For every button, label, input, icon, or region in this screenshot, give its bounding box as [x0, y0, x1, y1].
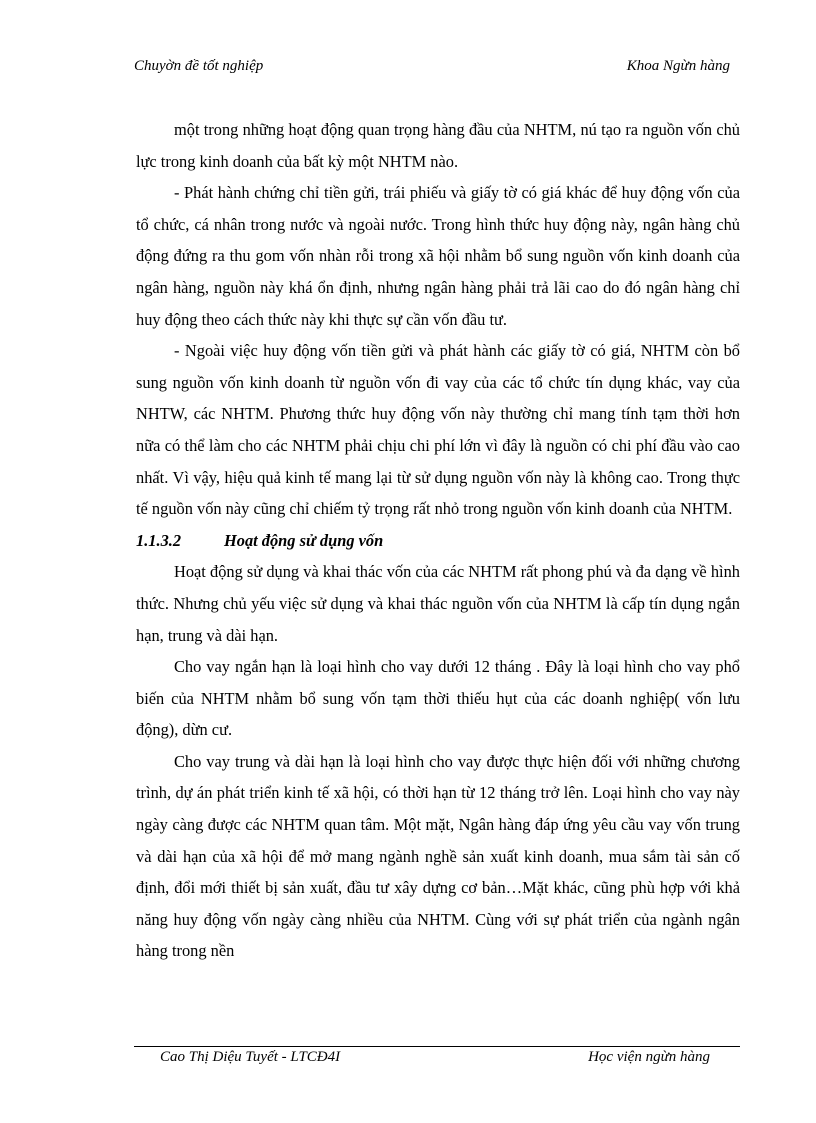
footer-author: Cao Thị Diệu Tuyết - LTCĐ4I	[160, 1049, 341, 1065]
section-number: 1.1.3.2	[136, 530, 182, 550]
footer-divider	[134, 1046, 740, 1047]
paragraph: Cho vay ngắn hạn là loại hình cho vay dưới 12 tháng . Đây là loại hình cho vay phổ biến của NHTM nhằm bổ sung vốn tạm thời thiếu hụt của các doanh nghiệp( vốn lưu động), dừn cư.	[136, 657, 740, 740]
page-footer	[160, 1049, 710, 1071]
paragraph: một trong những hoạt động quan trọng hàng đầu của NHTM, nú tạo ra nguồn vốn chủ lực trong kinh doanh của bất kỳ một NHTM nào.	[136, 120, 740, 171]
paragraph: Hoạt động sử dụng và khai thác vốn của các NHTM rất phong phú và đa dạng về hình thức. Nhưng chủ yếu việc sử dụng và khai thác nguồn vốn của NHTM là cấp tín dụng ngắn hạn, trung và dài hạn.	[136, 562, 740, 645]
section-title: Hoạt động sử dụng vốn	[224, 530, 384, 550]
page-header	[134, 58, 730, 80]
footer-institution: Học viện ngừn hàng	[588, 1049, 710, 1065]
paragraph: Cho vay trung và dài hạn là loại hình cho vay được thực hiện đối với những chương trình, dự án phát triển kinh tế xã hội, có thời hạn từ 12 tháng trở lên. Loại hình cho vay này ngày càng được các NHTM quan tâm. Một mặt, Ngân hàng đáp ứng yêu cầu vay vốn trung và dài hạn của xã hội để mở mang ngành nghề sản xuất kinh doanh, mua sắm tài sản cố định, đổi mới thiết bị sản xuất, đầu tư xây dựng cơ bản…Mặt khác, cũng phù hợp với khả năng huy động vốn ngày càng nhiều của NHTM. Cùng với sự phát triển của ngành ngân hàng trong nền	[136, 751, 740, 961]
paragraph: - Ngoài việc huy động vốn tiền gửi và phát hành các giấy tờ có giá, NHTM còn bổ sung nguồn vốn kinh doanh từ nguồn vốn đi vay của các tổ chức tín dụng khác, vay của NHTW, các NHTM. Phương thức huy động vốn này thường chỉ mang tính tạm thời hơn nữa có thể làm cho các NHTM phải chịu chi phí lớn vì đây là nguồn có chi phí đầu vào cao nhất. Vì vậy, hiệu quả kinh tế mang lại từ sử dụng nguồn vốn này là không cao. Trong thực tế nguồn vốn này cũng chỉ chiếm tỷ trọng rất nhỏ trong nguồn vốn kinh doanh của NHTM.	[136, 341, 740, 519]
page-body	[136, 114, 740, 967]
header-document-type: Chuyờn đề tốt nghiệp	[134, 58, 264, 74]
paragraph: - Phát hành chứng chỉ tiền gửi, trái phiếu và giấy tờ có giá khác để huy động vốn của tổ chức, cá nhân trong nước và ngoài nước. Trong hình thức huy động này, ngân hàng chủ động đứng ra thu gom vốn nhàn rỗi trong xã hội nhằm bổ sung nguồn vốn kinh doanh của ngân hàng, nguồn này khá ổn định, nhưng ngân hàng phải trả lãi cao do đó ngân hàng chỉ huy động theo cách thức này khi thực sự cần vốn đầu tư.	[136, 183, 740, 329]
section-heading	[136, 525, 740, 557]
header-faculty: Khoa Ngừn hàng	[626, 58, 730, 74]
